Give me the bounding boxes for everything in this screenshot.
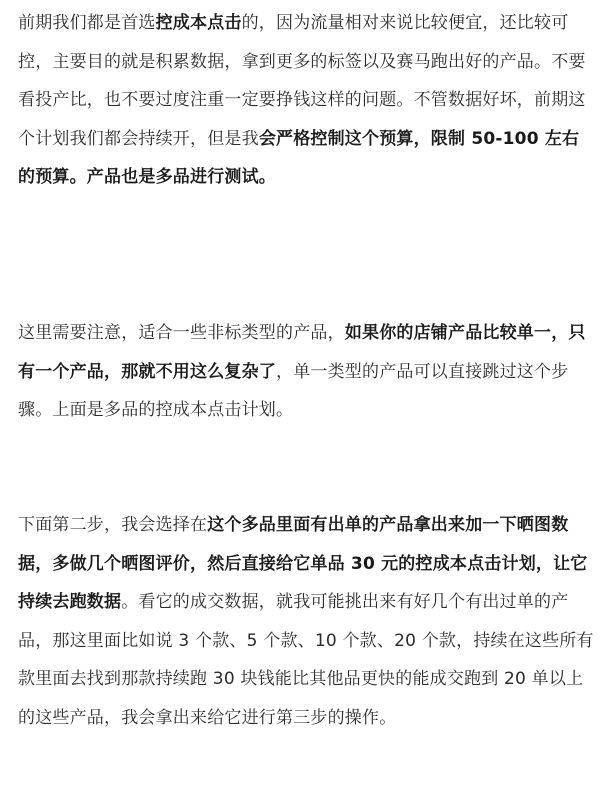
paragraph-1-bold-1: 控成本点击 bbox=[155, 13, 242, 33]
paragraph-2 bbox=[18, 314, 594, 430]
paragraph-2-text-1: 这里需要注意，适合一些非标类型的产品， bbox=[18, 323, 345, 343]
paragraph-1-text-1: 前期我们都是首选 bbox=[18, 13, 156, 33]
paragraph-3 bbox=[18, 506, 594, 737]
paragraph-1-text-2: 的，因为流量相对来说比较便宜，还比较可控，主要目的就是积累数据，拿到更多的标签以及赛马跑出好的产品。不要看投产比，也不要过度注重一定要挣钱这样的问题。不管数据好坏，前期这个计划我们都会持续开，但是我 bbox=[18, 13, 586, 149]
paragraph-1 bbox=[18, 4, 594, 197]
paragraph-3-text-2: 。看它的成交数据，就我可能挑出来有好几个有出过单的产品，那这里面比如说 3 个款、5 个款、10 个款、20 个款，持续在这些所有款里面去找到那款持续跑 30 块钱能比其他品更快的能成交跑到 20 单以上的这些产品，我会拿出来给它进行第三步的操作。 bbox=[18, 592, 594, 728]
paragraph-3-text-1: 下面第二步，我会选择在 bbox=[18, 515, 208, 535]
paragraph-2-text-2: ，单一类型的产品可以直接跳过这个步骤。上面是多品的控成本点击计划。 bbox=[18, 361, 569, 420]
paragraph-2-bold-1: 如果你的店铺产品比较单一，只有一个产品，那就不用这么复杂了 bbox=[18, 323, 586, 382]
paragraph-3-bold-1: 这个多品里面有出单的产品拿出来加一下晒图数据，多做几个晒图评价，然后直接给它单品 30 元的控成本点击计划，让它持续去跑数据 bbox=[18, 515, 588, 612]
paragraph-1-bold-2: 会严格控制这个预算，限制 50-100 左右的预算。产品也是多品进行测试。 bbox=[18, 128, 580, 187]
